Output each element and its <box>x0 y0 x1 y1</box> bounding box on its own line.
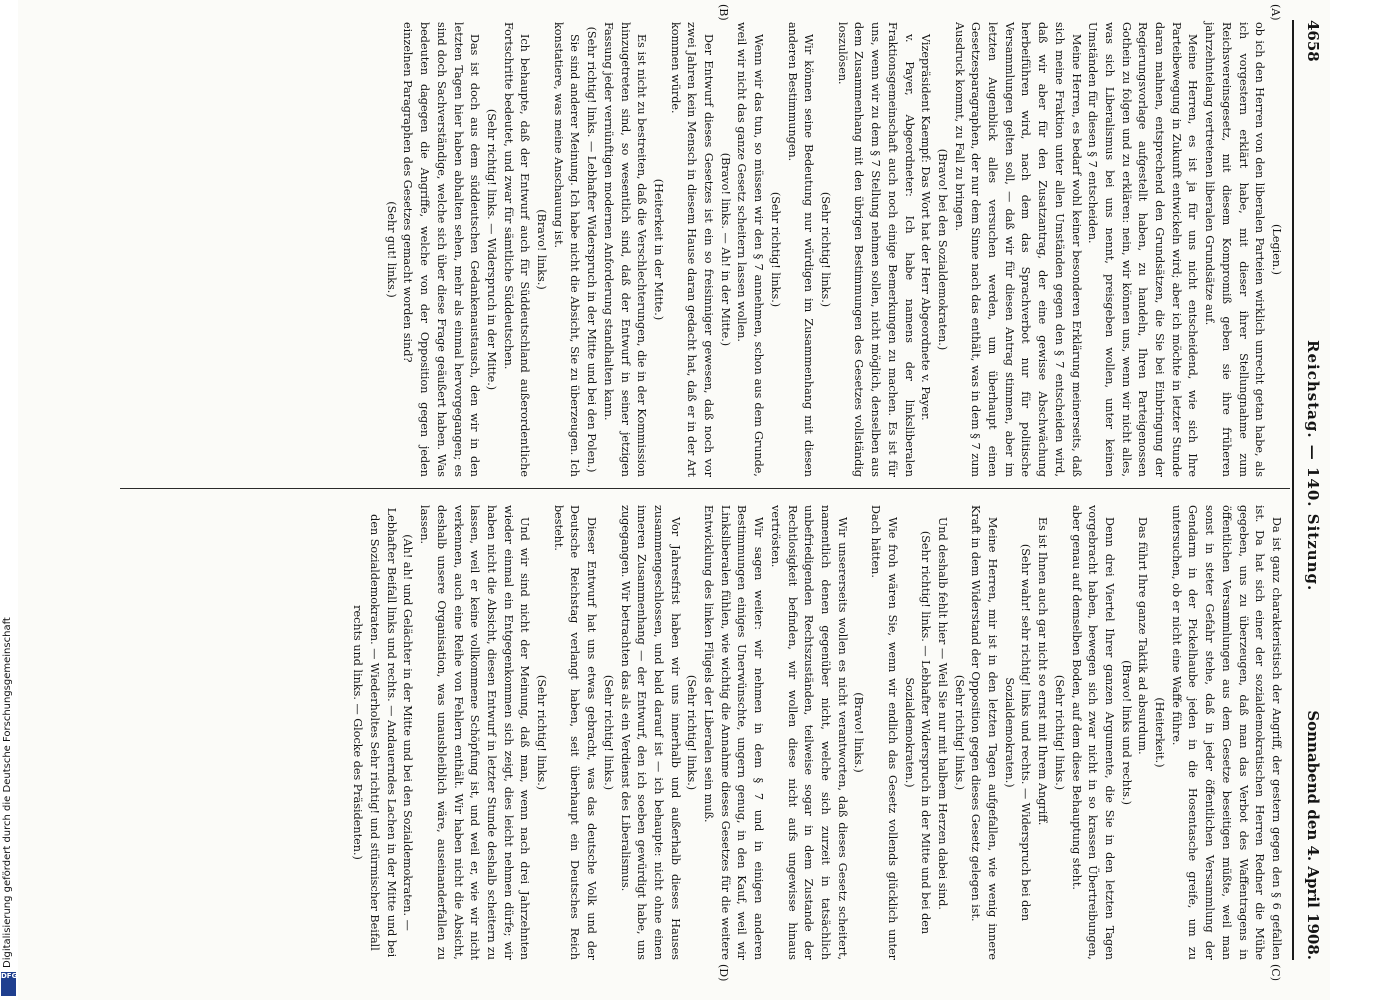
paragraph: Meine Herren, es ist ja für uns nicht entscheidend, wie sich Ihre Parteibewegung in Zukunft entwickeln wird; aber ich möchte in letzter Stunde daran mahnen, entsprechend den Grundsätzen, die Sie bei Einbringung der Regierungsvorlage aufgestellt haben, zu handeln, Ihren Parteigenossen Gothein zu folgen und zu erklären: nein, wir können uns, wenn wir nicht alles, was sich Liberalismus bei uns nennt, preisgeben wollen, unter keinen Umständen für diesen § 7 entscheiden. <box>1086 22 1200 477</box>
margin-mark-a: (A) <box>1269 4 1282 21</box>
paragraph: Denn drei Viertel Ihrer ganzen Argumente, die Sie in den letzten Tagen vorgebracht haben, bewegen sich zwar nicht in so krassen Übertreibungen, aber genau auf demselben Boden, auf dem diese Behauptung steht. <box>1069 505 1116 960</box>
paragraph: Es ist nicht zu bestreiten, daß die Verschlechterungen, die in der Kommission hinzugetreten sind, so wesentlich sind, daß der Entwurf in seiner jetzigen Fassung jeder vernünftigen modernen Anforderung standhalten kann. <box>601 22 649 477</box>
paragraph: Meine Herren, mir ist in den letzten Tagen aufgefallen, wie wenig innere Kraft in dem Widerstand der Opposition gegen dieses Gesetz gelegen ist. <box>969 505 1000 960</box>
margin-mark-b: (B) <box>717 4 730 21</box>
footer-credit: Digitalisierung gefördert durch die Deutsche Forschungsgemeinschaft <box>2 617 13 968</box>
interjection: (Bravo! bei den Sozialdemokraten.) <box>935 148 949 351</box>
interjection: (Legien.) <box>1270 224 1283 275</box>
interjection: (Sehr richtig! links. — Widerspruch in der Mitte.) <box>484 108 498 391</box>
interjection: (Sehr richtig! links. — Lebhafter Widerspruch in der Mitte und bei den Polen.) <box>585 26 599 473</box>
page-title: Reichstag. — 140. Sitzung. <box>1304 340 1322 592</box>
paragraph: Das führt Ihre ganze Taktik ad absurdum. <box>1136 517 1150 755</box>
paragraph: Es ist Ihnen auch gar nicht so ernst mit Ihrem Angriff. <box>1036 517 1050 826</box>
interjection: (Heiterkeit in der Mitte.) <box>651 178 665 321</box>
paragraph: Das ist doch aus dem süddeutschen Gedankenaustausch, den wir in den letzten Tagen hier haben abhalten sehen, mehr als einmal hervorgegangen; es sind doch Sachverständige, welche sich über diese Frage geäußert haben. Was bedeuten dagegen die Angriffe, welche von der Opposition gegen jeden einzelnen Paragraphen des Gesetzes gemacht worden sind? <box>401 22 482 477</box>
right-column <box>349 505 1284 960</box>
interjection: (Sehr richtig! links.) <box>819 191 833 308</box>
dfg-logo: DFG <box>1 972 16 996</box>
paragraph: Ich behaupte, daß der Entwurf auch für Süddeutschland außerordentliche Fortschritte bedeutet, und zwar für sämtliche Süddeutschen. <box>501 22 532 477</box>
interjection: (Sehr gut! links.) <box>384 201 398 298</box>
interjection: (Sehr richtig! links.) <box>1052 674 1066 791</box>
interjection: (Sehr richtig! links.) <box>768 191 782 308</box>
paragraph: Vor Jahresfrist haben wir uns innerhalb und außerhalb dieses Hauses zusammengeschlossen, und bald darauf ist — ich behaupte: nicht ohne einen inneren Zusammenhang — der Entwurf, den ich soeben gewürdigt habe, uns zugegangen. Wir betrachten das als ein Verdienst des Liberalismus. <box>618 505 682 960</box>
paragraph: Da ist ganz charakteristisch der Angriff, der gestern gegen den § 6 gefallen ist. Da hat sich einer der sozialdemokratischen Herren Redner die Mühe gegeben, uns zu überzeugen, daß man das Verbot des Waffentragens in öffentlichen Versammlungen aus dem Gesetze beseitigen müßte, weil man sonst in steter Gefahr stehe, daß in jeder öffentlichen Versammlung der Gendarm in der Pickelhaube jeden in die Hosentasche greife, um zu untersuchen, ob er nicht eine Waffe führe. <box>1169 505 1283 960</box>
interjection: (Sehr richtig! links.) <box>685 674 699 791</box>
paragraph: Meine Herren, es bedarf wohl keiner besonderen Erklärung meinerseits, daß sich meine Fraktion unter allen Umständen gegen den § 7 entscheiden wird, daß wir aber für den Zusatzantrag, der eine gewisse Abschwächung herbeiführen wird, nach dem das Sprachverbot nur für politische Versammlungen gelten soll, — daß wir für diesen Antrag stimmen, aber im letzten Augenblick alles versuchen werden, um überhaupt einen Gesetzesparagraphen, der nur dem Sinne nach das enthält, was in dem § 7 zum Ausdruck kommt, zu Fall zu bringen. <box>952 22 1083 477</box>
interjection: (Sehr richtig! links.) <box>601 674 615 791</box>
margin-mark-d: (D) <box>717 964 730 982</box>
footer-strip <box>0 0 18 1000</box>
header-rule <box>1292 20 1294 960</box>
interjection: (Sehr wahr! sehr richtig! links und rechts. — Widerspruch bei den Sozialdemokraten.) <box>1002 543 1033 922</box>
paragraph: Dieser Entwurf hat uns etwas gebracht, was das deutsche Volk und der Deutsche Reichstag verlangt haben, seit überhaupt ein Deutsches Reich besteht. <box>551 505 599 960</box>
paragraph: Wie froh wären Sie, wenn wir endlich das Gesetz vollends glücklich unter Dach hätten. <box>869 505 899 960</box>
page-header <box>1296 20 1322 960</box>
paragraph: v. Payer, Abgeordneter: Ich habe namens der linksliberalen Fraktionsgemeinschaft auch noch einige Bemerkungen zu machen. Es ist für uns, wenn wir zu dem § 7 Stellung nehmen sollen, nicht möglich, denselben aus dem Zusammenhang mit den übrigen Bestimmungen des Gesetzes vollständig loszulösen. <box>835 22 916 477</box>
interjection: (Sehr richtig! links.) <box>535 674 549 791</box>
paragraph: Der Entwurf dieses Gesetzes ist ein so freisinniger gewesen, daß noch vor zwei Jahren kein Mensch in diesem Hause daran gedacht hat, daß er in der Art kommen würde. <box>668 22 716 477</box>
interjection: (Bravo! links.) <box>852 692 866 773</box>
interjection: (Bravo! links.) <box>535 209 549 290</box>
paragraph: Sie sind anderer Meinung. Ich habe nicht die Absicht, Sie zu überzeugen. Ich konstatiere, was meine Anschauung ist. <box>551 22 582 477</box>
page-number: 4658 <box>1304 20 1322 62</box>
paragraph: Und deshalb fehlt hier — Weil Sie nur mit halbem Herzen dabei sind. <box>935 517 949 910</box>
left-column <box>382 22 1284 477</box>
interjection: (Ah! ah! und Gelächter in der Mitte und bei den Sozialdemokraten. — Lebhafter Beifall links und rechts. — Andauerndes Lachen in der Mitte und bei den Sozialdemokraten. — Wiederholtes Sehr richtig! und stürmischer Beifall rechts und links. — Glocke des Präsidenten.) <box>351 507 415 958</box>
interjection: (Sehr richtig! links. — Lebhafter Widerspruch in der Mitte und bei den Sozialdemokraten.) <box>902 530 933 935</box>
margin-mark-c: (C) <box>1269 964 1282 981</box>
interjection: (Sehr richtig! links.) <box>952 674 966 791</box>
interjection: (Bravo! links und rechts.) <box>1119 660 1133 805</box>
interjection: (Heiterkeit.) <box>1153 697 1167 768</box>
interjection: (Bravo! links. — Ah! in der Mitte.) <box>718 152 732 347</box>
paragraph: Vizepräsident Kaempf: Das Wort hat der Herr Abgeordnete v. Payer. <box>919 34 933 421</box>
paragraph: ob ich den Herren von den liberalen Parteien wirklich unrecht getan habe, als ich vorgestern erklärt habe, mit dieser ihrer Stellungnahme zum Reichsvereinsgesetz, mit diesem Kompromiß geben sie ihre früheren jahrzehntelang vertretenen liberalen Grundsätze auf. <box>1203 22 1267 477</box>
paragraph: Und wir sind nicht der Meinung, daß man, wenn nach drei Jahrzehnten wieder einmal ein Entgegenkommen sich zeigt, dies leicht nehmen dürfe; wir haben nicht die Absicht, diesen Entwurf in letzter Stunde deshalb scheitern zu lassen, weil er keine vollkommene Schöpfung ist, und weil er, wie wir nicht verkennen, auch eine Reihe von Fehlern enthält. Wir haben nicht die Absicht, deshalb unsere Organisation, was unausbleiblich wäre, auseinanderfallen zu lassen. <box>418 505 532 960</box>
paragraph: Wenn wir das tun, so müssen wir den § 7 annehmen, schon aus dem Grunde, weil wir nicht das ganze Gesetz scheitern lassen wollen. <box>735 22 766 477</box>
paragraph: Wir sagen weiter: wir nehmen in dem § 7 und in einigen anderen Bestimmungen einiges Unerwünschte, ungern genug, in den Kauf, weil wir Linksliberalen fühlen, wie wichtig die Annahme dieses Gesetzes für die weitere Entwicklung des linken Flügels der Liberalen sein muß. <box>702 505 766 960</box>
paragraph: Wir unsererseits wollen es nicht verantworten, daß dieses Gesetz scheitert, namentlich denen gegenüber nicht, welche sich zurzeit in tatsächlich unbefriedigenden Rechtszuständen, teilweise sogar in dem Zustande der Rechtlosigkeit befinden, wir wollen diese nicht aufs ungewisse hinaus vertrösten. <box>768 505 849 960</box>
paragraph: Wir können seine Bedeutung nur würdigen im Zusammenhang mit diesen anderen Bestimmungen. <box>785 22 816 477</box>
page-date: Sonnabend den 4. April 1908. <box>1304 710 1322 960</box>
column-divider <box>120 488 1290 489</box>
